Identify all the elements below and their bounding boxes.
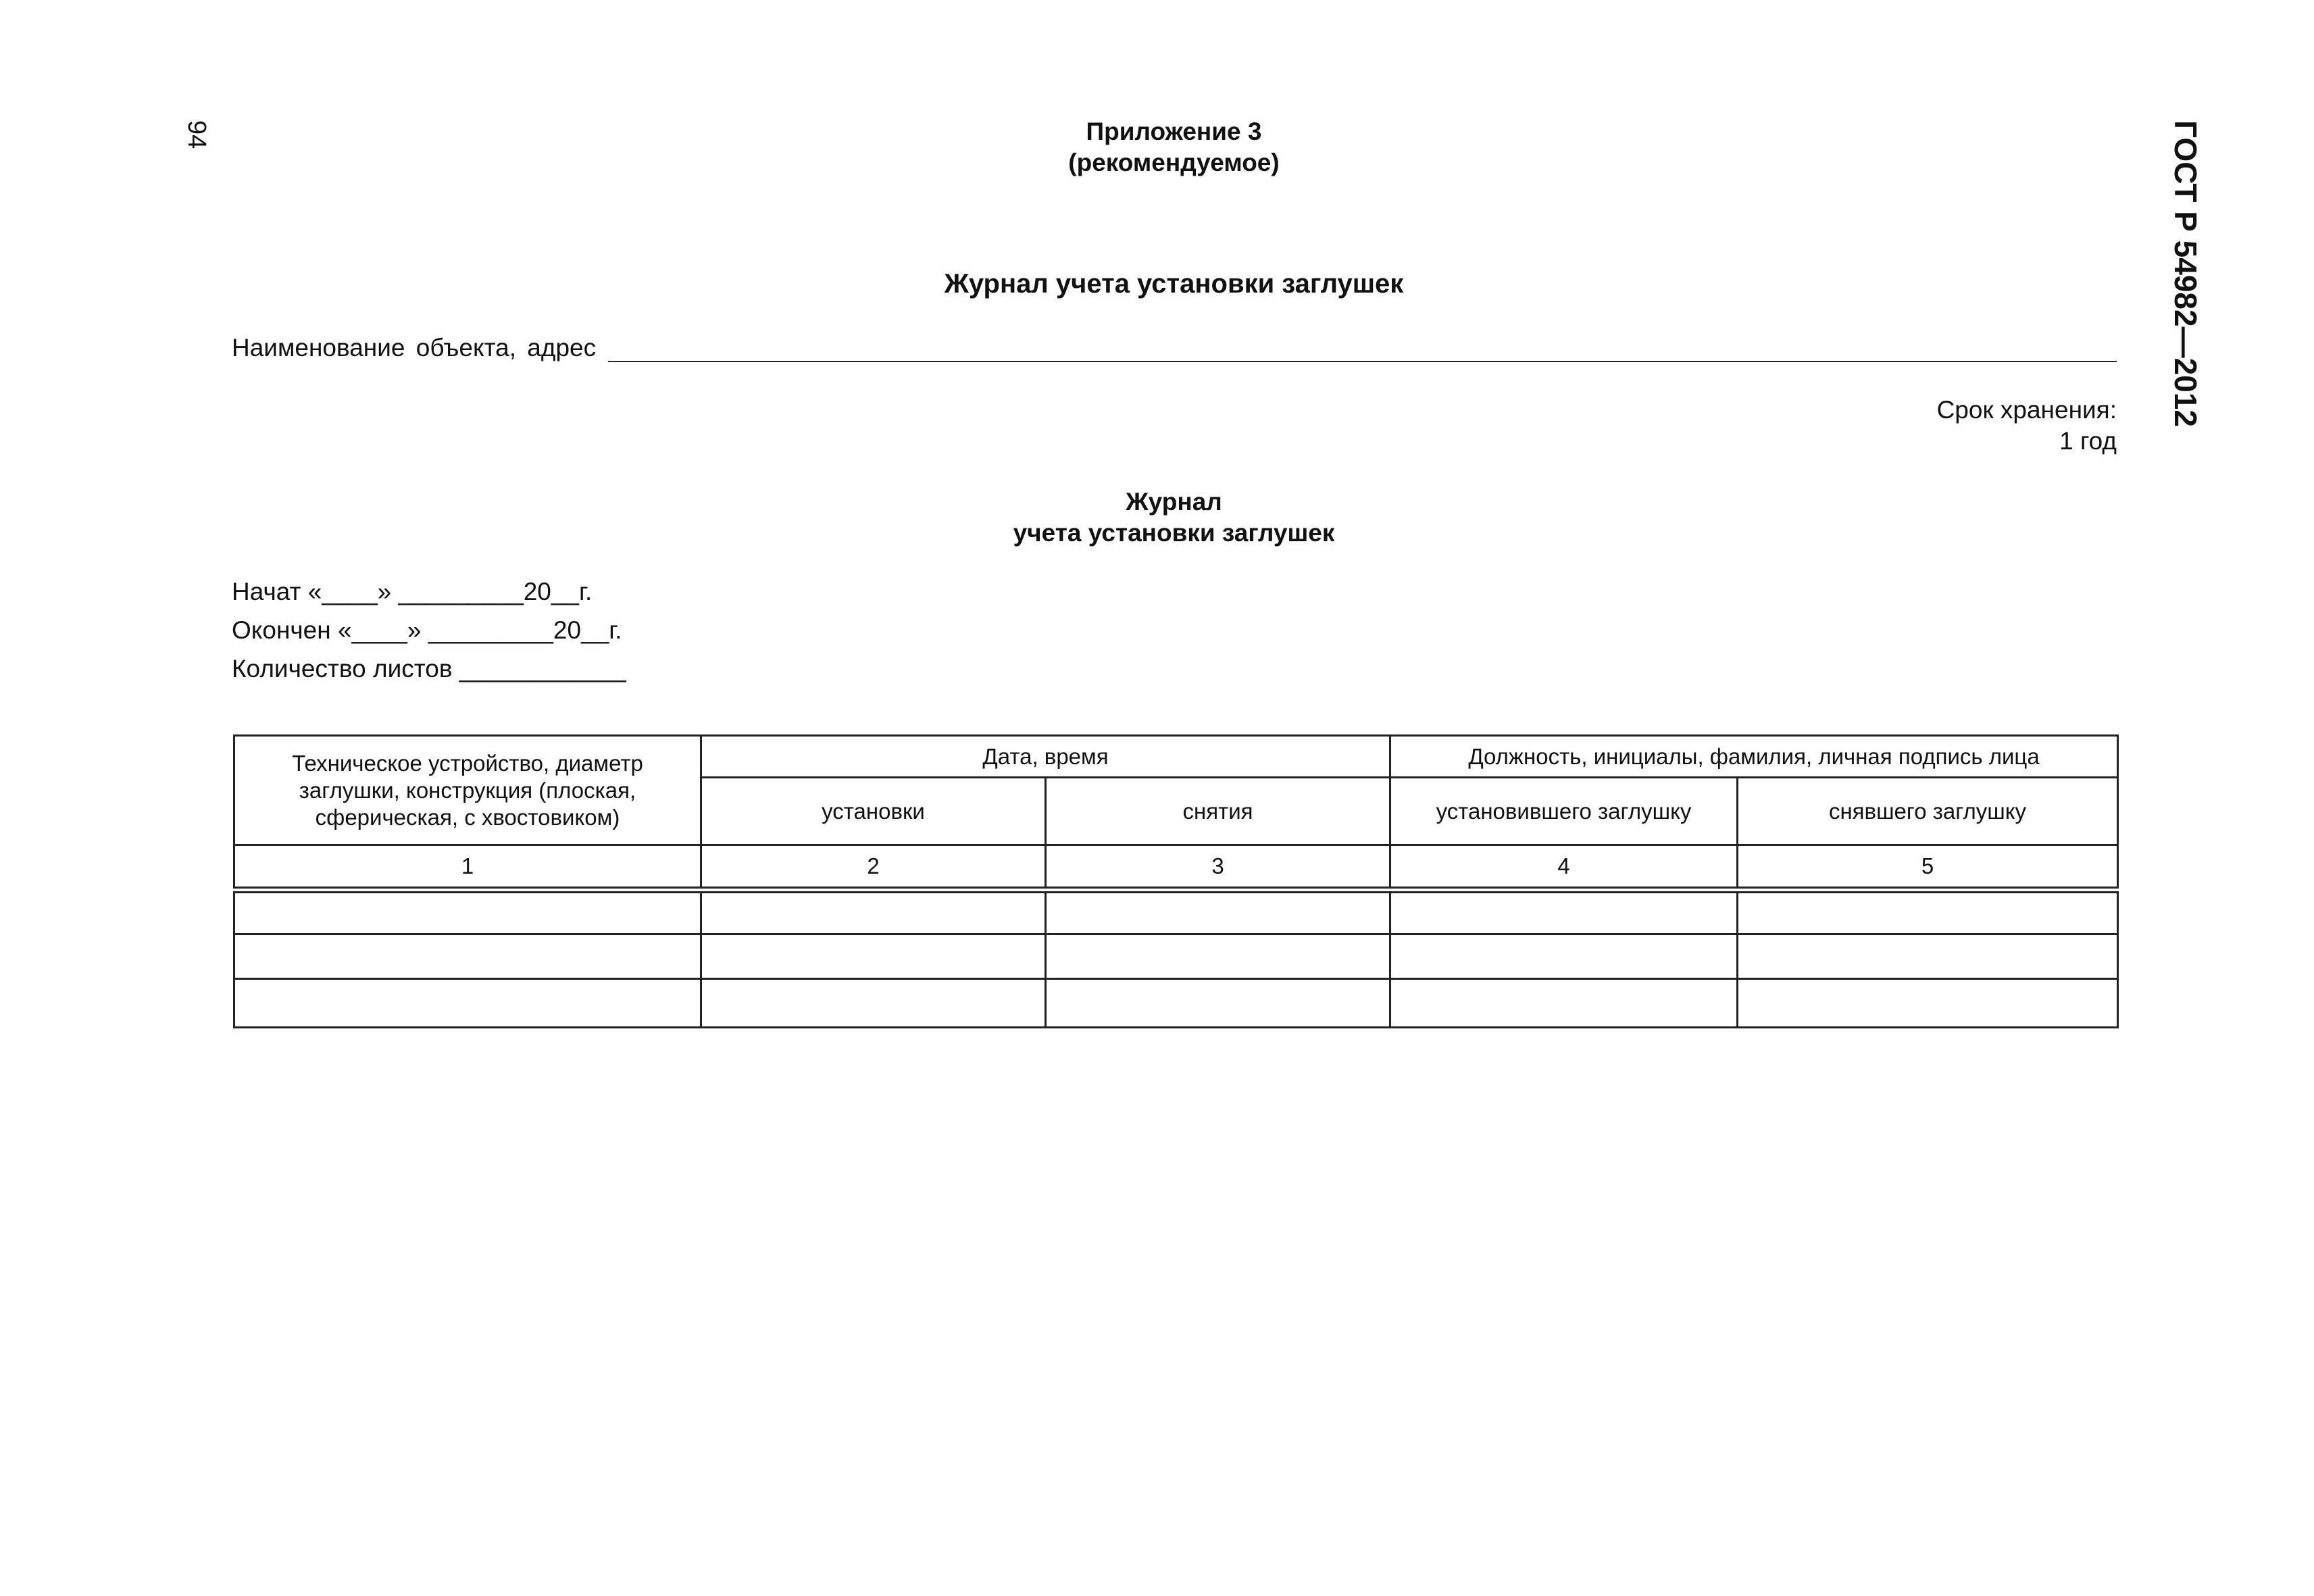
table-cell[interactable]: [1738, 890, 2118, 934]
header-date-time: Дата, время: [701, 736, 1390, 778]
object-name-field: [232, 334, 2117, 362]
header-technical-device: Техническое устройство, диаметр заглушки, конструкция (плоская, сферическая, с хвостовиком): [234, 736, 701, 845]
table-cell[interactable]: [701, 979, 1046, 1028]
appendix-title: Приложение 3: [1086, 118, 1262, 145]
retention-value: 1 год: [2059, 427, 2117, 455]
table-cell[interactable]: [1046, 890, 1390, 934]
column-number: 1: [234, 845, 701, 890]
column-number-row: [234, 845, 2118, 890]
retention-block: [1937, 395, 2117, 457]
column-number: 3: [1046, 845, 1390, 890]
table-row: [234, 979, 2118, 1028]
table-header-row: [234, 736, 2118, 778]
table-cell[interactable]: [1738, 979, 2118, 1028]
table-cell[interactable]: [1046, 979, 1390, 1028]
journal-title-line2: учета установки заглушек: [1013, 519, 1335, 547]
object-name-label: Наименование объекта, адрес: [232, 334, 597, 361]
table-cell[interactable]: [1390, 890, 1738, 934]
table-cell[interactable]: [1738, 934, 2118, 979]
appendix-heading: [0, 116, 2314, 178]
table-cell[interactable]: [234, 890, 701, 934]
table-row: [234, 934, 2118, 979]
page-number: 94: [182, 120, 211, 149]
column-number: 4: [1390, 845, 1738, 890]
journal-title-line1: Журнал: [1126, 488, 1222, 516]
column-number: 2: [701, 845, 1046, 890]
plugs-log-table: [233, 734, 2119, 1028]
table-cell[interactable]: [234, 934, 701, 979]
table-cell[interactable]: [701, 890, 1046, 934]
table-cell[interactable]: [701, 934, 1046, 979]
header-install: установки: [701, 778, 1046, 845]
table-row: [234, 890, 2118, 934]
finished-line: Окончен «____» _________20__г.: [232, 616, 622, 644]
table-cell[interactable]: [1046, 934, 1390, 979]
running-head: ГОСТ Р 54982—2012: [2168, 120, 2203, 427]
table-cell[interactable]: [1390, 934, 1738, 979]
journal-title: [0, 487, 2314, 549]
document-title: Журнал учета установки заглушек: [944, 269, 1404, 299]
header-installed-by: установившего заглушку: [1390, 778, 1738, 845]
header-removed-by: снявшего заглушку: [1738, 778, 2118, 845]
started-line: Начат «____» _________20__г.: [232, 578, 593, 605]
sheets-count-line: Количество листов ____________: [232, 655, 626, 682]
appendix-subtitle: (рекомендуемое): [1068, 149, 1280, 176]
table-cell[interactable]: [1390, 979, 1738, 1028]
header-responsible-person: Должность, инициалы, фамилия, личная подпись лица: [1390, 736, 2118, 778]
column-number: 5: [1738, 845, 2118, 890]
header-remove: снятия: [1046, 778, 1390, 845]
table-cell[interactable]: [234, 979, 701, 1028]
retention-label: Срок хранения:: [1936, 396, 2117, 424]
object-name-blank: [608, 338, 2117, 362]
